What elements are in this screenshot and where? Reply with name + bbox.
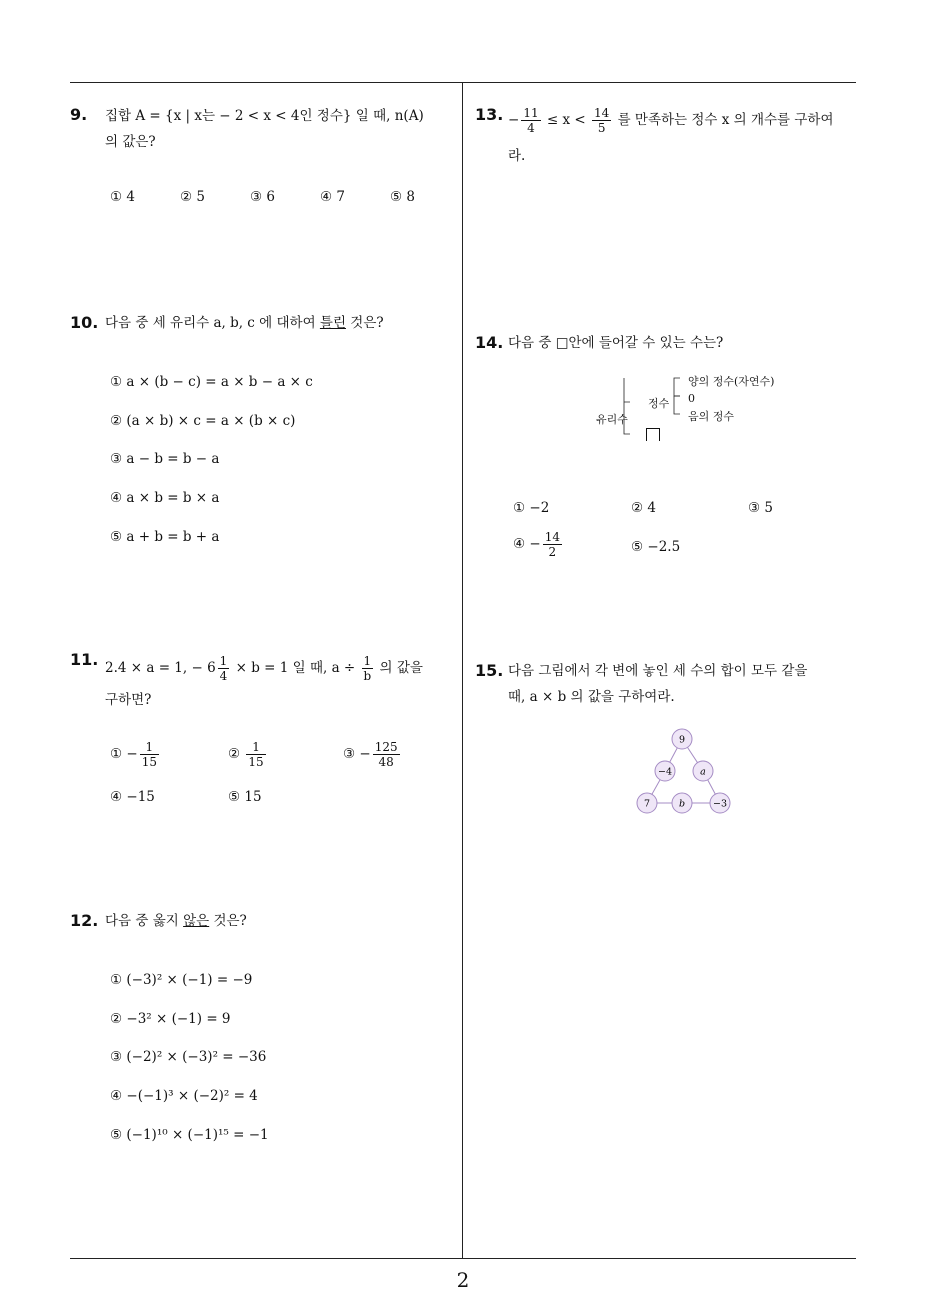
- option-2[interactable]: ② 5: [180, 189, 205, 205]
- question-text: 다음 그림에서 각 변에 놓인 세 수의 합이 모두 같을: [508, 663, 808, 679]
- question-text: [508, 104, 834, 136]
- option-4[interactable]: ④ 7: [320, 189, 345, 205]
- fraction: [140, 740, 159, 769]
- tree-integer-label: 정수: [648, 397, 670, 410]
- option-label: ③ −: [343, 746, 371, 762]
- denominator: 15: [141, 755, 157, 769]
- top-rule: [70, 82, 856, 83]
- option-1[interactable]: ① −2: [513, 500, 550, 516]
- question-number: 9.: [70, 105, 88, 124]
- option-4[interactable]: ④ −(−1)³ × (−2)² = 4: [110, 1088, 258, 1104]
- denominator: 2: [548, 545, 557, 559]
- option-4[interactable]: ④ a × b = b × a: [110, 490, 220, 506]
- page-number: 2: [456, 1268, 470, 1292]
- text-part: 것은?: [209, 913, 247, 929]
- option-5[interactable]: ⑤ (−1)¹⁰ × (−1)¹⁵ = −1: [110, 1127, 269, 1143]
- question-text-line2: 라.: [508, 148, 526, 164]
- option-3[interactable]: ③ 6: [250, 189, 275, 205]
- tree-negative-label: 음의 정수: [688, 410, 735, 423]
- triangle-node-label: a: [700, 766, 706, 778]
- tree-root-label: 유리수: [596, 413, 628, 426]
- question-text: 집합 A = {x | x는 − 2 < x < 4인 정수} 일 때, n(A): [105, 108, 424, 124]
- option-5[interactable]: ⑤ a + b = b + a: [110, 529, 220, 545]
- question-text-line2: 의 값은?: [105, 134, 156, 150]
- denominator: 5: [597, 121, 606, 135]
- option-1[interactable]: ① (−3)² × (−1) = −9: [110, 972, 253, 988]
- question-text-line2: 구하면?: [105, 692, 152, 708]
- numerator: 11: [523, 106, 539, 120]
- option-3[interactable]: [343, 740, 402, 769]
- option-5[interactable]: ⑤ 15: [228, 789, 262, 805]
- option-2[interactable]: ② −3² × (−1) = 9: [110, 1011, 231, 1027]
- denominator: 48: [378, 755, 394, 769]
- option-label: ① −: [110, 746, 138, 762]
- blank-box: [646, 428, 662, 443]
- fraction: [373, 740, 400, 769]
- fraction: [218, 654, 230, 683]
- option-3[interactable]: ③ (−2)² × (−3)² = −36: [110, 1049, 267, 1065]
- option-4[interactable]: ④ −15: [110, 789, 155, 805]
- question-text: [105, 911, 247, 931]
- question-number: 14.: [475, 333, 504, 352]
- tree-zero-label: 0: [688, 392, 695, 405]
- option-5[interactable]: ⑤ −2.5: [631, 539, 681, 555]
- question-text-line2: 때, a × b 의 값을 구하여라.: [508, 689, 675, 705]
- option-1[interactable]: ① 4: [110, 189, 135, 205]
- denominator: 4: [219, 669, 228, 683]
- option-2[interactable]: ② (a × b) × c = a × (b × c): [110, 413, 296, 429]
- option-3[interactable]: ③ a − b = b − a: [110, 451, 220, 467]
- triangle-node-label: 9: [678, 734, 686, 746]
- denominator: b: [363, 669, 372, 683]
- question-number: 10.: [70, 313, 99, 332]
- text-part: 다음 중 세 유리수 a, b, c 에 대하여: [105, 315, 320, 331]
- option-5[interactable]: ⑤ 8: [390, 189, 415, 205]
- text-part: 2.4 × a = 1, − 6: [105, 660, 216, 676]
- option-1[interactable]: ① a × (b − c) = a × b − a × c: [110, 374, 313, 390]
- question-text: [105, 313, 384, 333]
- numerator: 1: [246, 740, 265, 755]
- text-part: 를 만족하는 정수 x 의 개수를 구하여: [613, 112, 834, 128]
- question-number: 15.: [475, 661, 504, 680]
- triangle-node-label: −4: [657, 766, 673, 778]
- question-number: 12.: [70, 911, 99, 930]
- numerator: 1: [140, 740, 159, 755]
- denominator: 4: [527, 121, 535, 135]
- bottom-rule: [70, 1258, 856, 1259]
- text-part: −: [508, 112, 520, 128]
- option-2[interactable]: ② 4: [631, 500, 656, 516]
- text-part: × b = 1 일 때, a ÷: [231, 660, 360, 676]
- question-text: 다음 중 □안에 들어갈 수 있는 수는?: [508, 335, 724, 351]
- triangle-node-label: 7: [643, 798, 651, 810]
- denominator: 15: [248, 755, 264, 769]
- triangle-node-label: b: [678, 798, 686, 810]
- question-text: [105, 652, 423, 684]
- underlined-word: 틀린: [319, 315, 346, 331]
- text-part: 것은?: [346, 315, 384, 331]
- numerator: 14: [544, 530, 560, 544]
- fraction: [521, 106, 540, 135]
- text-part: 의 값을: [375, 660, 423, 676]
- text-part: 다음 중 옳지: [105, 913, 184, 929]
- option-2[interactable]: [228, 740, 268, 769]
- column-divider: [462, 82, 463, 1258]
- numerator: 1: [219, 654, 228, 668]
- numerator: 14: [594, 106, 610, 120]
- question-number: 11.: [70, 650, 99, 669]
- question-number: 13.: [475, 105, 504, 124]
- option-label: ④ −: [513, 536, 541, 552]
- fraction: [592, 106, 611, 135]
- fraction: [543, 530, 562, 559]
- option-4[interactable]: [513, 530, 564, 559]
- fraction: [362, 654, 374, 683]
- text-part: ≤ x <: [542, 112, 590, 128]
- option-3[interactable]: ③ 5: [748, 500, 773, 516]
- underlined-word: 않은: [183, 913, 210, 929]
- fraction: [246, 740, 265, 769]
- numerator: 125: [374, 740, 398, 754]
- option-label: ②: [228, 746, 241, 762]
- numerator: 1: [362, 654, 374, 669]
- triangle-diagram: [630, 725, 740, 820]
- triangle-node-label: −3: [712, 798, 728, 810]
- tree-positive-label: 양의 정수(자연수): [688, 375, 775, 388]
- option-1[interactable]: [110, 740, 161, 769]
